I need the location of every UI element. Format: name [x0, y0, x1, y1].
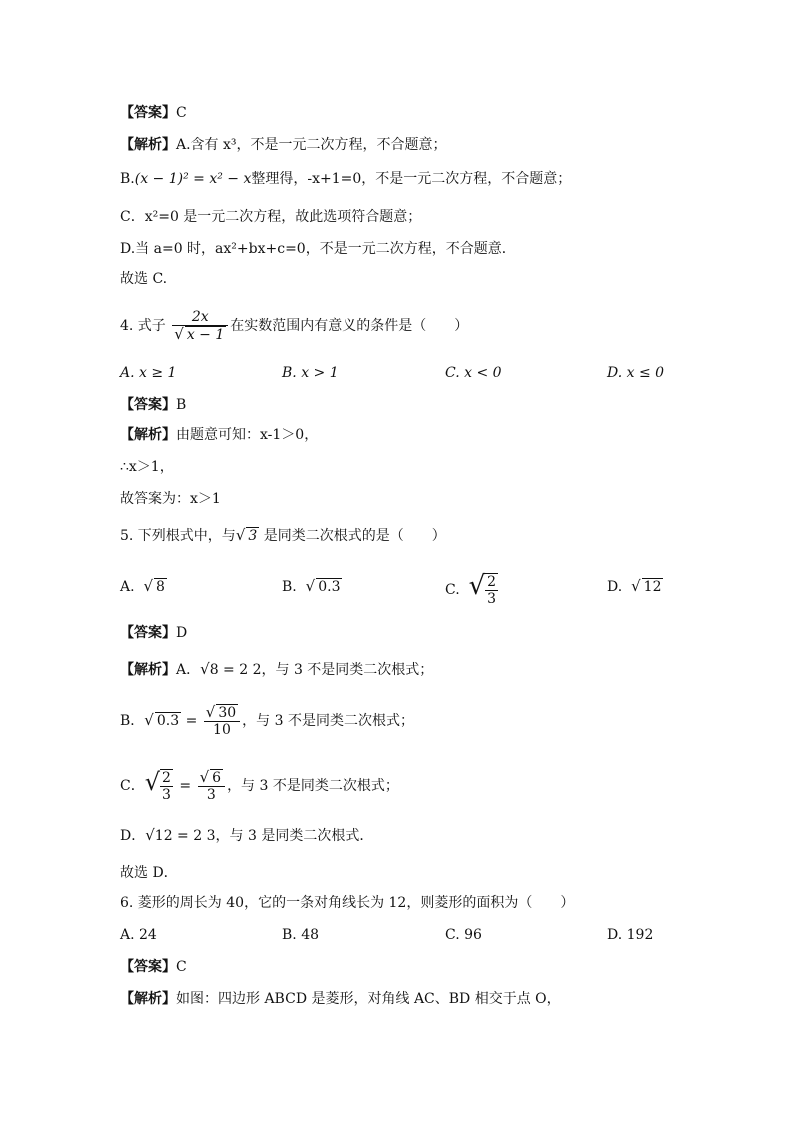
option-prefix: B.	[120, 171, 135, 187]
q4-option-d: D. x ≤ 0	[607, 365, 665, 381]
analysis-text: ，与 3 不是同类二次根式；	[242, 713, 414, 729]
option-label: C.	[445, 582, 460, 598]
fraction-numerator: 2	[487, 574, 497, 590]
q4-conclusion: 故答案为：x＞1	[120, 491, 221, 507]
q3-conclusion: 故选 C.	[120, 271, 168, 287]
radical-icon: √	[305, 577, 316, 595]
radicand: 3	[248, 528, 258, 544]
radical-icon: √	[468, 571, 486, 601]
analysis-text: 由题意可知：x-1＞0，	[176, 427, 319, 443]
q3-answer-line	[120, 104, 187, 122]
option-prefix: A．	[176, 662, 201, 678]
answer-label: 【答案】	[120, 959, 176, 975]
radical-icon: √	[205, 703, 216, 721]
radicand: 8	[156, 579, 165, 595]
q5-answer-line	[120, 624, 187, 642]
analysis-text: A.含有 x³，不是一元二次方程，不合题意；	[176, 137, 447, 153]
q6-stem: 6. 菱形的周长为 40，它的一条对角线长为 12，则菱形的面积为（ ）	[120, 895, 575, 911]
q5-stem	[120, 526, 446, 545]
fraction	[198, 769, 225, 803]
radical-icon: √	[631, 577, 641, 595]
math-expression: (x − 1)² = x² − x	[134, 171, 252, 187]
q6-option-d: D. 192	[607, 927, 654, 943]
radicand: 0.3	[156, 713, 180, 729]
q3-analysis-b	[120, 170, 571, 188]
q3-analysis-c: C．x²=0 是一元二次方程，故此选项符合题意；	[120, 209, 422, 225]
option-label: B.	[282, 579, 297, 595]
analysis-label: 【解析】	[120, 662, 176, 678]
radical-icon: √	[199, 768, 210, 786]
radicand: 0.3	[318, 579, 341, 595]
q5-analysis-b: B．√ 0.3 = $\frac{√ 30}{10}$ ，与 3 不是同类二次根式；	[120, 703, 414, 738]
q4-option-c: C. x < 0	[445, 365, 502, 381]
q4-answer-line	[120, 396, 186, 414]
answer-value: D	[176, 625, 188, 641]
fraction-denominator: 10	[204, 721, 240, 738]
q4-step: ∴x＞1，	[120, 459, 174, 475]
q6-option-a: A. 24	[120, 927, 157, 943]
q5-analysis-c: C．√ $\frac{2}{3}$ = $\frac{√ 6}{3}$ ，与 3 不是同类二次根式；	[120, 768, 399, 803]
question-prefix: 4. 式子	[120, 318, 166, 334]
analysis-label: 【解析】	[120, 137, 176, 153]
q5-conclusion: 故选 D．	[120, 865, 178, 881]
q6-answer-line	[120, 958, 187, 976]
answer-label: 【答案】	[120, 625, 176, 641]
radical-icon: √	[144, 711, 154, 729]
option-label: A.	[120, 579, 135, 595]
option-label: D.	[607, 579, 623, 595]
analysis-label: 【解析】	[120, 991, 176, 1007]
q6-analysis	[120, 990, 561, 1008]
answer-label: 【答案】	[120, 105, 176, 121]
analysis-text: ，与 3 不是同类二次根式；	[227, 778, 399, 794]
analysis-text: ，与 3 不是同类二次根式；	[261, 662, 434, 678]
answer-value: C	[176, 105, 187, 121]
q4-option-a: A. x ≥ 1	[120, 365, 177, 381]
fraction	[204, 704, 240, 738]
radical-icon: √	[144, 768, 161, 796]
question-suffix: 在实数范围内有意义的条件是（ ）	[230, 318, 469, 334]
fraction-denominator	[172, 325, 228, 343]
fraction-denominator: 3	[162, 787, 171, 803]
fraction-numerator	[198, 769, 225, 786]
fraction-denominator: 3	[487, 591, 497, 607]
q4-option-b: B. x > 1	[282, 365, 339, 381]
radical-icon: √	[174, 325, 184, 343]
answer-value: C	[176, 959, 187, 975]
analysis-label: 【解析】	[120, 427, 176, 443]
fraction	[172, 309, 228, 343]
option-prefix: C．	[120, 778, 145, 794]
radicand: x − 1	[186, 327, 225, 343]
fraction-numerator: 2	[162, 770, 171, 786]
analysis-text: 整理得，-x+1=0，不是一元二次方程，不合题意；	[251, 171, 572, 187]
q5-option-c	[445, 566, 500, 610]
q5-option-d	[607, 577, 663, 596]
fraction-denominator: 3	[198, 786, 225, 803]
question-prefix: 5. 下列根式中，与	[120, 528, 236, 544]
q5-analysis-d	[120, 826, 373, 845]
fraction-numerator	[204, 704, 240, 721]
answer-value: B	[176, 397, 187, 413]
q4-analysis	[120, 426, 318, 444]
math-expression: 8 = 2 2	[209, 662, 262, 678]
q5-option-a	[120, 577, 167, 596]
q6-option-c: C. 96	[445, 927, 482, 943]
q3-analysis-a	[120, 136, 447, 154]
option-prefix: B．	[120, 713, 145, 729]
answer-label: 【答案】	[120, 397, 176, 413]
q5-analysis-a	[120, 660, 433, 679]
radicand: 6	[212, 770, 222, 786]
q3-analysis-d: D.当 a=0 时，ax²+bx+c=0，不是一元二次方程，不合题意．	[120, 241, 516, 257]
math-expression: 12 = 2 3	[154, 828, 216, 844]
radicand: 30	[218, 705, 237, 721]
radicand: 12	[643, 579, 662, 595]
fraction-numerator: 2x	[191, 309, 209, 325]
radical-icon: √	[200, 660, 210, 678]
option-prefix: D．	[120, 828, 146, 844]
q5-option-b	[282, 577, 342, 596]
radical-icon: √	[235, 526, 246, 544]
fraction	[485, 573, 498, 607]
analysis-text: 如图：四边形 ABCD 是菱形，对角线 AC、BD 相交于点 O，	[176, 991, 561, 1007]
q4-stem	[120, 306, 468, 346]
radical-icon: √	[145, 826, 155, 844]
q6-option-b: B. 48	[282, 927, 320, 943]
radical-icon: √	[143, 577, 154, 595]
question-suffix: 是同类二次根式的是（ ）	[263, 528, 446, 544]
fraction	[160, 769, 173, 803]
analysis-text: ，与 3 是同类二次根式．	[215, 828, 374, 844]
